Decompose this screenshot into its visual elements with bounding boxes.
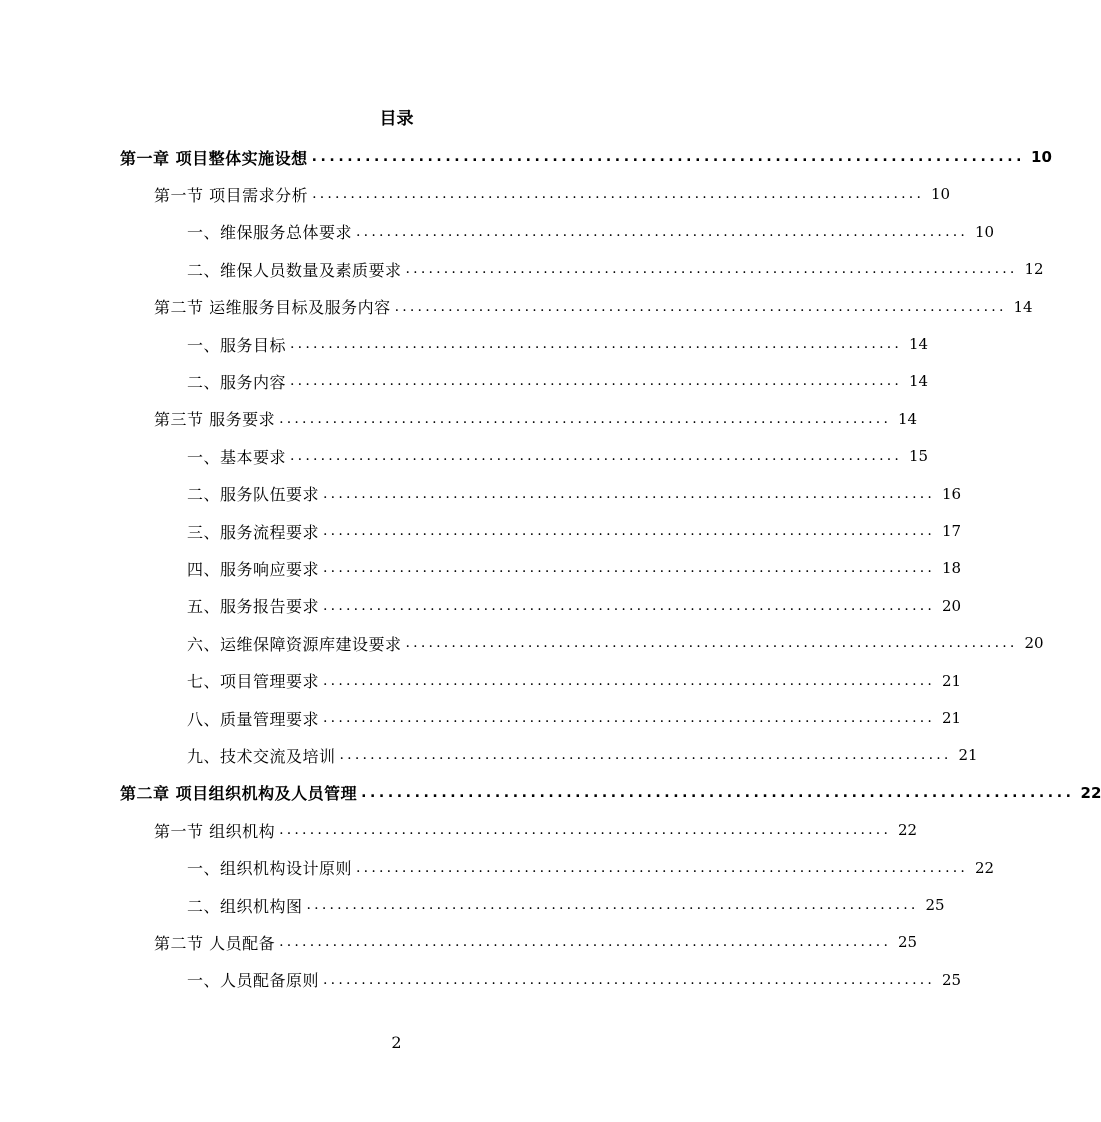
toc-entry[interactable] bbox=[187, 740, 978, 770]
toc-entry-label: 第三节 服务要求 bbox=[154, 410, 276, 430]
toc-entry[interactable] bbox=[154, 292, 1033, 322]
toc-entry-label: 六、运维保障资源库建设要求 bbox=[187, 634, 402, 654]
toc-entry-label: 七、项目管理要求 bbox=[187, 672, 320, 692]
toc-entry-page: 15 bbox=[908, 447, 929, 466]
toc-entry-label: 二、服务队伍要求 bbox=[187, 485, 320, 505]
toc-dot-leader: ................................................................................ bbox=[356, 223, 969, 240]
toc-entry[interactable] bbox=[154, 815, 918, 845]
toc-entry-page: 25 bbox=[941, 970, 962, 989]
toc-entry-page: 25 bbox=[925, 896, 945, 914]
toc-entry-label: 二、维保人员数量及素质要求 bbox=[187, 260, 402, 280]
toc-entry-page: 22 bbox=[974, 858, 995, 877]
toc-entry[interactable] bbox=[120, 142, 1052, 172]
toc-dot-leader: ................................................................................ bbox=[394, 298, 1007, 315]
toc-entry-page: 17 bbox=[941, 522, 962, 540]
toc-entry-page: 16 bbox=[941, 484, 962, 503]
toc-dot-leader: ................................................................................ bbox=[312, 186, 925, 203]
toc-entry-page: 14 bbox=[908, 372, 929, 391]
toc-dot-leader: ................................................................................ bbox=[323, 672, 936, 689]
toc-entry-label: 第二节 运维服务目标及服务内容 bbox=[154, 298, 391, 318]
toc-entry-label: 二、组织机构图 bbox=[187, 896, 303, 916]
toc-dot-leader: ................................................................................ bbox=[279, 822, 892, 839]
toc-dot-leader: ................................................................................ bbox=[279, 410, 892, 427]
toc-entry-label: 一、组织机构设计原则 bbox=[187, 859, 353, 879]
toc-entry-label: 一、人员配备原则 bbox=[187, 971, 320, 991]
toc-dot-leader: ................................................................................ bbox=[323, 971, 936, 988]
toc-entry[interactable] bbox=[187, 853, 995, 883]
toc-dot-leader: ................................................................................ bbox=[323, 485, 936, 502]
toc-entry-page: 12 bbox=[1024, 260, 1044, 279]
toc-entry-page: 10 bbox=[1031, 148, 1052, 166]
toc-dot-leader: ................................................................................ bbox=[323, 597, 936, 614]
toc-entry[interactable] bbox=[187, 254, 1044, 284]
toc-entry-page: 14 bbox=[1013, 297, 1033, 316]
toc-entry[interactable] bbox=[187, 217, 995, 247]
toc-dot-leader: ................................................................................ bbox=[279, 934, 892, 951]
toc-entry-label: 第二章 项目组织机构及人员管理 bbox=[120, 784, 358, 804]
toc-dot-leader: ................................................................................ bbox=[339, 747, 952, 764]
toc-entry[interactable] bbox=[187, 965, 962, 995]
toc-entry[interactable] bbox=[120, 778, 1101, 808]
toc-entry-page: 10 bbox=[931, 185, 951, 204]
toc-entry[interactable] bbox=[187, 441, 929, 471]
toc-entry-page: 18 bbox=[941, 559, 962, 578]
toc-entry-page: 21 bbox=[941, 671, 962, 690]
toc-title: 目录 bbox=[379, 109, 414, 129]
page-number: 2 bbox=[391, 1033, 402, 1052]
toc-entry-label: 二、服务内容 bbox=[187, 372, 287, 392]
toc-entry[interactable] bbox=[187, 666, 962, 696]
toc-entry-label: 三、服务流程要求 bbox=[187, 522, 320, 542]
toc-entry-page: 20 bbox=[941, 596, 962, 615]
toc-entry[interactable] bbox=[187, 366, 929, 396]
toc-entry-page: 22 bbox=[898, 821, 918, 840]
toc-dot-leader: ................................................................................ bbox=[290, 373, 903, 390]
toc-entry[interactable] bbox=[154, 927, 918, 957]
toc-entry-label: 四、服务响应要求 bbox=[187, 559, 320, 579]
toc-dot-leader: ................................................................................ bbox=[323, 560, 936, 577]
toc-entry-label: 一、基本要求 bbox=[187, 447, 287, 467]
toc-dot-leader: ................................................................................ bbox=[311, 149, 1026, 165]
toc-entry-page: 14 bbox=[898, 409, 918, 428]
toc-entry-label: 五、服务报告要求 bbox=[187, 597, 320, 617]
toc-entry[interactable] bbox=[187, 890, 945, 920]
toc-dot-leader: ................................................................................ bbox=[361, 784, 1075, 801]
toc-entry[interactable] bbox=[187, 553, 962, 583]
toc-entry[interactable] bbox=[154, 404, 918, 434]
toc-entry-label: 第一节 项目需求分析 bbox=[154, 185, 309, 205]
toc-entry-page: 22 bbox=[1080, 783, 1101, 802]
toc-entry-page: 21 bbox=[941, 709, 962, 727]
toc-entry-label: 第二节 人员配备 bbox=[154, 933, 276, 953]
toc-entry[interactable] bbox=[187, 516, 962, 546]
toc-dot-leader: ................................................................................ bbox=[290, 336, 903, 352]
toc-entry-label: 一、服务目标 bbox=[187, 335, 287, 355]
toc-dot-leader: ................................................................................ bbox=[405, 635, 1018, 652]
toc-dot-leader: ................................................................................ bbox=[306, 897, 919, 913]
toc-entry-page: 10 bbox=[974, 222, 995, 241]
toc-entry[interactable] bbox=[187, 628, 1044, 658]
toc-dot-leader: ................................................................................ bbox=[405, 261, 1018, 278]
toc-entry[interactable] bbox=[187, 329, 929, 359]
toc-entry-label: 第一章 项目整体实施设想 bbox=[120, 148, 308, 168]
toc-dot-leader: ................................................................................ bbox=[290, 448, 903, 465]
toc-dot-leader: ................................................................................ bbox=[356, 859, 969, 876]
toc-entry-label: 八、质量管理要求 bbox=[187, 709, 320, 729]
toc-entry-page: 25 bbox=[898, 933, 918, 952]
toc-entry[interactable] bbox=[154, 179, 951, 209]
toc-entry[interactable] bbox=[187, 591, 962, 621]
toc-entry-label: 第一节 组织机构 bbox=[154, 821, 276, 841]
toc-entry[interactable] bbox=[187, 703, 962, 733]
toc-entry-label: 一、维保服务总体要求 bbox=[187, 223, 353, 243]
toc-entry[interactable] bbox=[187, 479, 962, 509]
toc-entry-page: 14 bbox=[908, 335, 929, 353]
toc-entry-page: 20 bbox=[1024, 634, 1044, 653]
toc-entry-label: 九、技术交流及培训 bbox=[187, 746, 336, 766]
toc-entry-page: 21 bbox=[958, 746, 978, 765]
toc-dot-leader: ................................................................................ bbox=[323, 523, 936, 539]
toc-dot-leader: ................................................................................ bbox=[323, 710, 936, 726]
